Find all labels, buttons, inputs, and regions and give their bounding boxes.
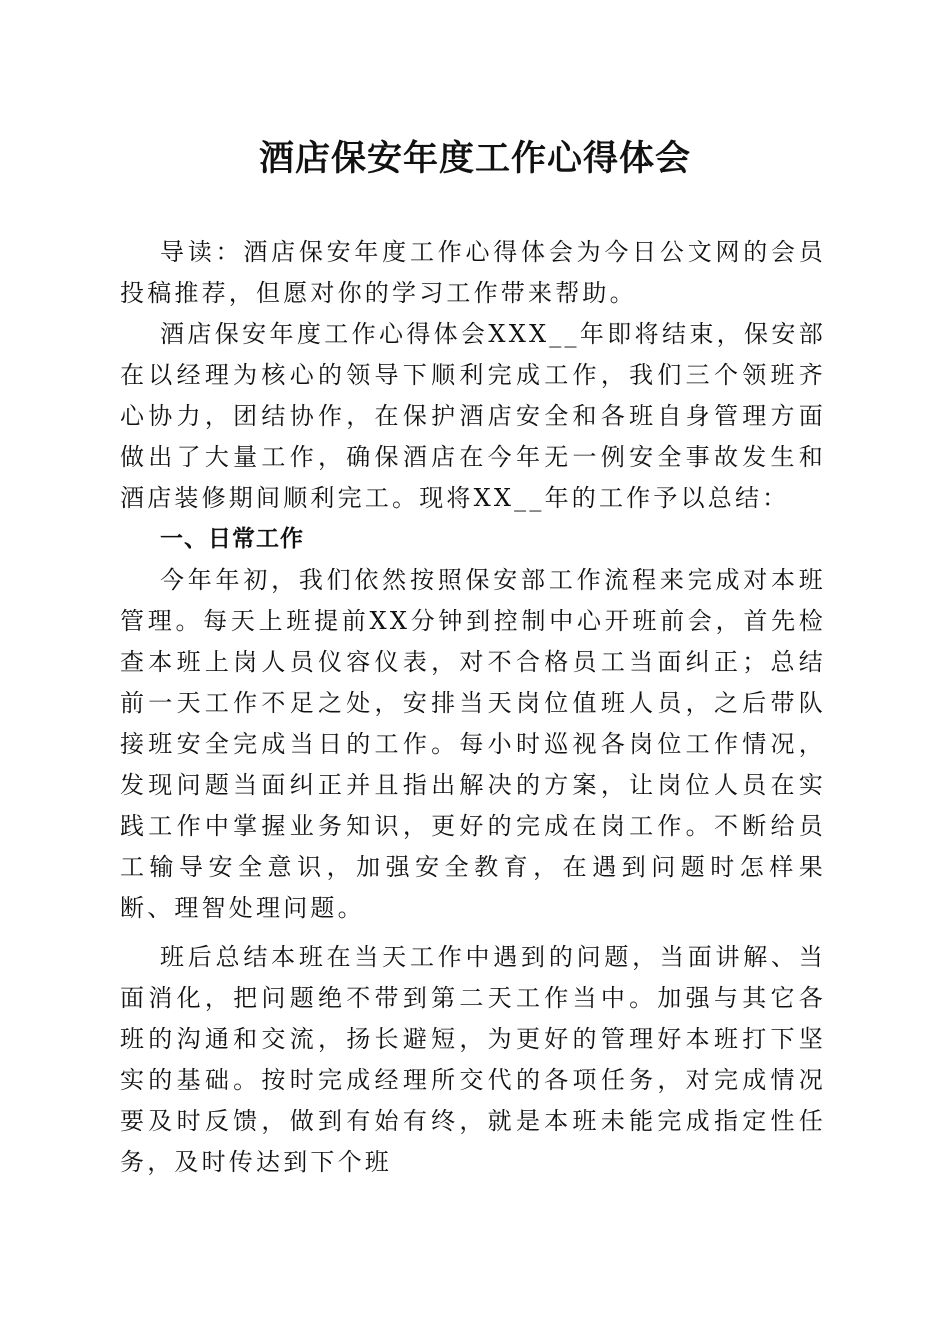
document-body [120,232,826,1183]
after-shift-paragraph: 班后总结本班在当天工作中遇到的问题，当面讲解、当面消化，把问题绝不带到第二天工作当中。加强与其它各班的沟通和交流，扬长避短，为更好的管理好本班打下坚实的基础。按时完成经理所交代的各项任务，对完成情况要及时反馈，做到有始有终，就是本班未能完成指定性任务，及时传达到下个班 [120,943,826,1176]
summary-paragraph: 酒店保安年度工作心得体会XXX__年即将结束，保安部在以经理为核心的领导下顺利完成工作，我们三个领班齐心协力，团结协作，在保护酒店安全和各班自身管理方面做出了大量工作，确保酒店在今年无一例安全事故发生和酒店装修期间顺利完工。现将XX__年的工作予以总结： [120,320,826,512]
intro-paragraph: 导读：酒店保安年度工作心得体会为今日公文网的会员投稿推荐，但愿对你的学习工作带来帮助。 [120,238,826,307]
daily-work-paragraph: 今年年初，我们依然按照保安部工作流程来完成对本班管理。每天上班提前XX分钟到控制中心开班前会，首先检查本班上岗人员仪容仪表，对不合格员工当面纠正；总结前一天工作不足之处，安排当天岗位值班人员，之后带队接班安全完成当日的工作。每小时巡视各岗位工作情况，发现问题当面纠正并且指出解决的方案，让岗位人员在实践工作中掌握业务知识，更好的完成在岗工作。不断给员工输导安全意识，加强安全教育，在遇到问题时怎样果断、理智处理问题。 [120,566,826,922]
section-heading-daily-work: 一、日常工作 [160,526,304,552]
document-title: 酒店保安年度工作心得体会 [258,138,691,179]
